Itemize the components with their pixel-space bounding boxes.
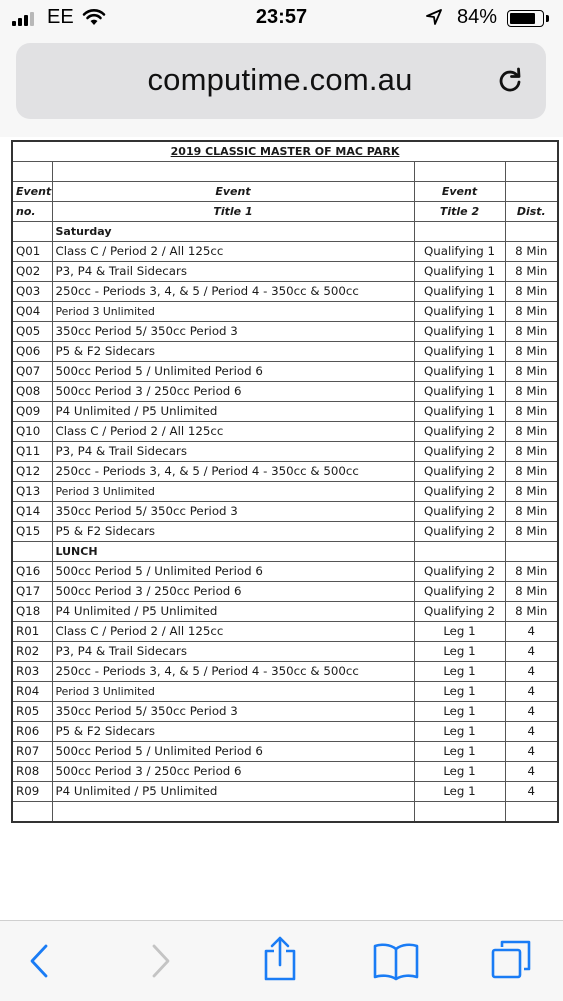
event-title1-cell: Period 3 Unlimited (52, 302, 414, 322)
event-title1-cell: 250cc - Periods 3, 4, & 5 / Period 4 - 350cc & 500cc (52, 282, 414, 302)
event-dist-cell: 8 Min (505, 582, 558, 602)
event-no-cell: Q12 (12, 462, 52, 482)
table-row (12, 782, 558, 802)
event-title2-cell: Leg 1 (414, 622, 505, 642)
table-row (12, 462, 558, 482)
sheet-title: 2019 CLASSIC MASTER OF MAC PARK (12, 141, 558, 162)
table-row (12, 422, 558, 442)
event-no-cell: Q15 (12, 522, 52, 542)
event-dist-cell: 4 (505, 642, 558, 662)
section-blank (414, 222, 505, 242)
event-dist-cell: 4 (505, 662, 558, 682)
section-row (12, 222, 558, 242)
table-row (12, 362, 558, 382)
event-no-cell: Q01 (12, 242, 52, 262)
event-no-cell: R02 (12, 642, 52, 662)
event-dist-cell: 4 (505, 702, 558, 722)
event-dist-cell: 8 Min (505, 522, 558, 542)
event-dist-cell: 8 Min (505, 602, 558, 622)
table-row (12, 502, 558, 522)
header-title1: Event (52, 182, 414, 202)
event-title2-cell: Qualifying 2 (414, 482, 505, 502)
blank-cell (12, 802, 52, 823)
section-label: LUNCH (52, 542, 414, 562)
table-row (12, 342, 558, 362)
clock: 23:57 (255, 6, 308, 28)
event-no-cell: Q10 (12, 422, 52, 442)
event-no-cell: Q05 (12, 322, 52, 342)
section-blank (505, 542, 558, 562)
event-no-cell: Q11 (12, 442, 52, 462)
event-schedule-table (11, 140, 559, 823)
event-dist-cell: 4 (505, 782, 558, 802)
event-no-cell: R07 (12, 742, 52, 762)
event-title2-cell: Qualifying 1 (414, 242, 505, 262)
table-row (12, 562, 558, 582)
event-title1-cell: 350cc Period 5/ 350cc Period 3 (52, 702, 414, 722)
back-icon[interactable] (28, 943, 50, 979)
event-title1-cell: Class C / Period 2 / All 125cc (52, 622, 414, 642)
event-dist-cell: 8 Min (505, 442, 558, 462)
event-title1-cell: Class C / Period 2 / All 125cc (52, 242, 414, 262)
event-title2-cell: Leg 1 (414, 702, 505, 722)
table-row (12, 522, 558, 542)
blank-cell (52, 802, 414, 823)
bookmarks-icon[interactable] (372, 941, 420, 981)
tabs-icon[interactable] (490, 939, 532, 981)
event-no-cell: R05 (12, 702, 52, 722)
table-row (12, 682, 558, 702)
event-dist-cell: 8 Min (505, 342, 558, 362)
table-row (12, 762, 558, 782)
event-title1-cell: 250cc - Periods 3, 4, & 5 / Period 4 - 350cc & 500cc (52, 662, 414, 682)
event-dist-cell: 8 Min (505, 322, 558, 342)
table-row (12, 442, 558, 462)
event-no-cell: Q18 (12, 602, 52, 622)
event-no-cell: R04 (12, 682, 52, 702)
battery-tip (546, 15, 549, 22)
header-dist: Dist. (505, 202, 558, 222)
event-title2-cell: Qualifying 2 (414, 422, 505, 442)
event-title2-cell: Qualifying 2 (414, 502, 505, 522)
event-dist-cell: 8 Min (505, 242, 558, 262)
battery-icon (507, 10, 544, 27)
event-no-cell: Q09 (12, 402, 52, 422)
title-row (12, 141, 558, 162)
event-title1-cell: 350cc Period 5/ 350cc Period 3 (52, 322, 414, 342)
event-title1-cell: 500cc Period 3 / 250cc Period 6 (52, 762, 414, 782)
event-dist-cell: 8 Min (505, 282, 558, 302)
event-title1-cell: Period 3 Unlimited (52, 682, 414, 702)
header-dist-blank (505, 182, 558, 202)
event-no-cell: Q06 (12, 342, 52, 362)
event-title2-cell: Qualifying 2 (414, 442, 505, 462)
event-title1-cell: Period 3 Unlimited (52, 482, 414, 502)
section-blank (12, 222, 52, 242)
pdf-document[interactable] (0, 137, 563, 920)
table-row (12, 302, 558, 322)
event-title2-cell: Qualifying 1 (414, 282, 505, 302)
event-title1-cell: P3, P4 & Trail Sidecars (52, 262, 414, 282)
status-bar (0, 0, 563, 38)
header-row-2 (12, 202, 558, 222)
table-row (12, 282, 558, 302)
section-blank (12, 542, 52, 562)
event-dist-cell: 8 Min (505, 382, 558, 402)
header-event-no: Event (12, 182, 52, 202)
table-row (12, 742, 558, 762)
event-title1-cell: P4 Unlimited / P5 Unlimited (52, 602, 414, 622)
event-title2-cell: Qualifying 2 (414, 582, 505, 602)
event-dist-cell: 4 (505, 622, 558, 642)
event-title1-cell: 500cc Period 5 / Unlimited Period 6 (52, 562, 414, 582)
event-title1-cell: P5 & F2 Sidecars (52, 722, 414, 742)
event-title2-cell: Leg 1 (414, 662, 505, 682)
event-no-cell: Q02 (12, 262, 52, 282)
section-blank (414, 542, 505, 562)
blank-cell (414, 802, 505, 823)
event-title1-cell: P4 Unlimited / P5 Unlimited (52, 402, 414, 422)
event-dist-cell: 8 Min (505, 422, 558, 442)
event-no-cell: Q03 (12, 282, 52, 302)
event-dist-cell: 8 Min (505, 402, 558, 422)
table-row (12, 702, 558, 722)
event-no-cell: R08 (12, 762, 52, 782)
event-dist-cell: 8 Min (505, 562, 558, 582)
event-no-cell: Q07 (12, 362, 52, 382)
blank-row (12, 802, 558, 823)
event-no-cell: R06 (12, 722, 52, 742)
event-title1-cell: 500cc Period 5 / Unlimited Period 6 (52, 742, 414, 762)
event-title2-cell: Leg 1 (414, 722, 505, 742)
section-label: Saturday (52, 222, 414, 242)
event-title2-cell: Qualifying 1 (414, 382, 505, 402)
event-title2-cell: Leg 1 (414, 742, 505, 762)
event-no-cell: Q13 (12, 482, 52, 502)
event-dist-cell: 4 (505, 722, 558, 742)
reload-icon[interactable] (495, 65, 525, 95)
event-title1-cell: 250cc - Periods 3, 4, & 5 / Period 4 - 350cc & 500cc (52, 462, 414, 482)
event-title2-cell: Leg 1 (414, 782, 505, 802)
event-title1-cell: 500cc Period 3 / 250cc Period 6 (52, 582, 414, 602)
header-row-1 (12, 182, 558, 202)
battery-percentage: 84% (457, 6, 498, 28)
event-title2-cell: Qualifying 1 (414, 362, 505, 382)
event-title2-cell: Leg 1 (414, 682, 505, 702)
location-arrow-icon (426, 9, 442, 25)
event-title1-cell: 350cc Period 5/ 350cc Period 3 (52, 502, 414, 522)
event-title2-cell: Qualifying 2 (414, 602, 505, 622)
event-title2-cell: Qualifying 1 (414, 302, 505, 322)
event-title2-cell: Qualifying 1 (414, 342, 505, 362)
event-title2-cell: Qualifying 1 (414, 262, 505, 282)
header-no: no. (12, 202, 52, 222)
event-dist-cell: 4 (505, 762, 558, 782)
event-title1-cell: 500cc Period 5 / Unlimited Period 6 (52, 362, 414, 382)
url-text[interactable]: computime.com.au (147, 62, 413, 97)
event-title1-cell: P3, P4 & Trail Sidecars (52, 642, 414, 662)
event-no-cell: Q08 (12, 382, 52, 402)
event-title1-cell: Class C / Period 2 / All 125cc (52, 422, 414, 442)
event-title1-cell: P5 & F2 Sidecars (52, 522, 414, 542)
table-row (12, 642, 558, 662)
event-title1-cell: 500cc Period 3 / 250cc Period 6 (52, 382, 414, 402)
event-no-cell: Q17 (12, 582, 52, 602)
header-title1-sub: Title 1 (52, 202, 414, 222)
browser-toolbar (0, 920, 563, 1001)
event-no-cell: Q04 (12, 302, 52, 322)
table-row (12, 602, 558, 622)
event-dist-cell: 8 Min (505, 302, 558, 322)
event-title2-cell: Qualifying 2 (414, 562, 505, 582)
battery-level (510, 13, 535, 24)
carrier-label: EE (47, 6, 74, 28)
table-row (12, 322, 558, 342)
section-blank (505, 222, 558, 242)
table-row (12, 482, 558, 502)
blank-cell (505, 802, 558, 823)
event-title2-cell: Qualifying 2 (414, 522, 505, 542)
blank-row (12, 162, 558, 182)
event-dist-cell: 8 Min (505, 502, 558, 522)
table-row (12, 722, 558, 742)
event-dist-cell: 8 Min (505, 482, 558, 502)
event-title2-cell: Leg 1 (414, 762, 505, 782)
event-title2-cell: Qualifying 1 (414, 402, 505, 422)
event-no-cell: Q16 (12, 562, 52, 582)
event-title1-cell: P5 & F2 Sidecars (52, 342, 414, 362)
event-no-cell: R01 (12, 622, 52, 642)
event-no-cell: Q14 (12, 502, 52, 522)
event-title2-cell: Qualifying 2 (414, 462, 505, 482)
header-title2: Event (414, 182, 505, 202)
table-row (12, 242, 558, 262)
table-row (12, 382, 558, 402)
share-icon[interactable] (262, 935, 298, 981)
browser-top-bar (0, 0, 563, 137)
section-row (12, 542, 558, 562)
event-dist-cell: 8 Min (505, 462, 558, 482)
event-dist-cell: 4 (505, 742, 558, 762)
forward-icon[interactable] (150, 943, 172, 979)
table-row (12, 622, 558, 642)
header-title2-sub: Title 2 (414, 202, 505, 222)
event-title2-cell: Leg 1 (414, 642, 505, 662)
event-dist-cell: 8 Min (505, 362, 558, 382)
event-title1-cell: P3, P4 & Trail Sidecars (52, 442, 414, 462)
event-title1-cell: P4 Unlimited / P5 Unlimited (52, 782, 414, 802)
table-row (12, 402, 558, 422)
table-row (12, 262, 558, 282)
table-row (12, 582, 558, 602)
event-no-cell: R09 (12, 782, 52, 802)
event-dist-cell: 4 (505, 682, 558, 702)
event-title2-cell: Qualifying 1 (414, 322, 505, 342)
event-dist-cell: 8 Min (505, 262, 558, 282)
table-row (12, 662, 558, 682)
event-no-cell: R03 (12, 662, 52, 682)
